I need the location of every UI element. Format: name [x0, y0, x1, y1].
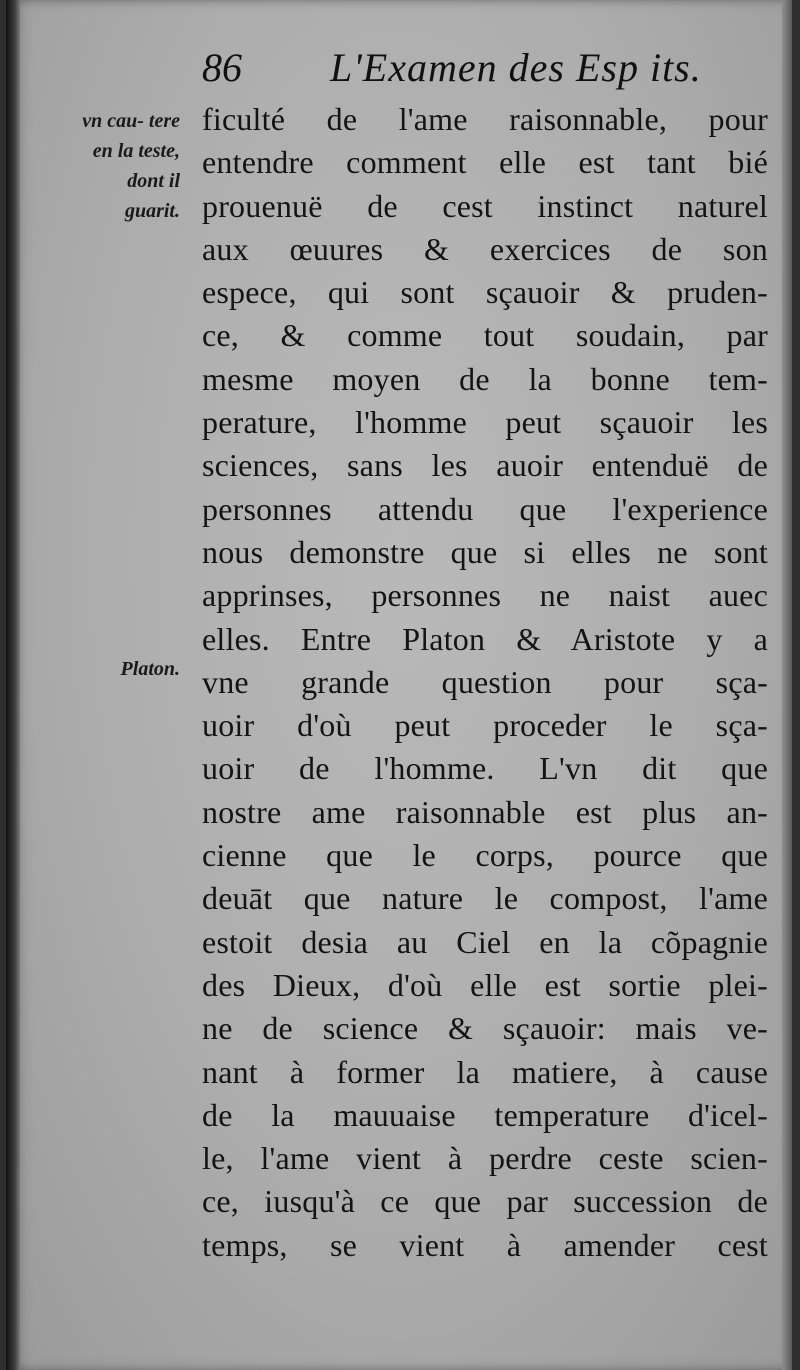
- text-line: elles. Entre Platon & Aristote y a: [202, 620, 768, 657]
- text-line: des Dieux, d'où elle est sortie plei-: [202, 966, 768, 1003]
- text-line: ne de science & sçauoir: mais ve-: [202, 1010, 768, 1047]
- text-line: personnes attendu que l'experience: [202, 490, 768, 527]
- book-page: [6, 0, 792, 1370]
- text-line: perature, l'homme peut sçauoir les: [202, 404, 768, 441]
- page-header: [202, 42, 722, 102]
- text-line: uoir de l'homme. L'vn dit que: [202, 750, 768, 787]
- text-line: ficulté de l'ame raisonnable, pour: [202, 101, 768, 137]
- text-line: temps, se vient à amender cest: [202, 1226, 768, 1263]
- running-head: L'Examen des Esp its.: [330, 45, 702, 90]
- page-number: 86: [202, 45, 242, 90]
- text-line: prouenuë de cest instinct naturel: [202, 187, 768, 224]
- page-gutter: [6, 0, 20, 1370]
- text-line: uoir d'où peut proceder le sça-: [202, 707, 768, 744]
- text-line: cienne que le corps, pource que: [202, 837, 768, 874]
- margin-note-platon: Platon.: [120, 658, 180, 680]
- text-line: entendre comment elle est tant bié: [202, 144, 768, 181]
- text-line: le, l'ame vient à perdre ceste scien-: [202, 1140, 768, 1177]
- text-line: nant à former la matiere, à cause: [202, 1053, 768, 1090]
- text-line: deuāt que nature le compost, l'ame: [202, 880, 768, 917]
- text-line: ce, & comme tout soudain, par: [202, 317, 768, 354]
- text-line: nous demonstre que si elles ne sont: [202, 533, 768, 570]
- text-line: ce, iusqu'à ce que par succession de: [202, 1183, 768, 1220]
- text-line: mesme moyen de la bonne tem-: [202, 360, 768, 397]
- text-line: vne grande question pour sça-: [202, 663, 768, 700]
- text-line: apprinses, personnes ne naist auec: [202, 577, 768, 614]
- margin-note-cautere: vn cau- tere en la teste, dont il guarit.: [82, 110, 180, 222]
- body-text: [202, 98, 768, 1267]
- text-line: sciences, sans les auoir entenduë de: [202, 447, 768, 484]
- text-line: especе, qui sont sçauoir & pruden-: [202, 274, 768, 311]
- text-line: aux œuures & exercices de son: [202, 230, 768, 267]
- text-line: de la mauuaise temperature d'icel-: [202, 1096, 768, 1133]
- page-edge: [782, 0, 792, 1370]
- text-line: nostre ame raisonnable est plus an-: [202, 793, 768, 830]
- text-line: estoit desia au Ciel en la cõpagnie: [202, 923, 768, 960]
